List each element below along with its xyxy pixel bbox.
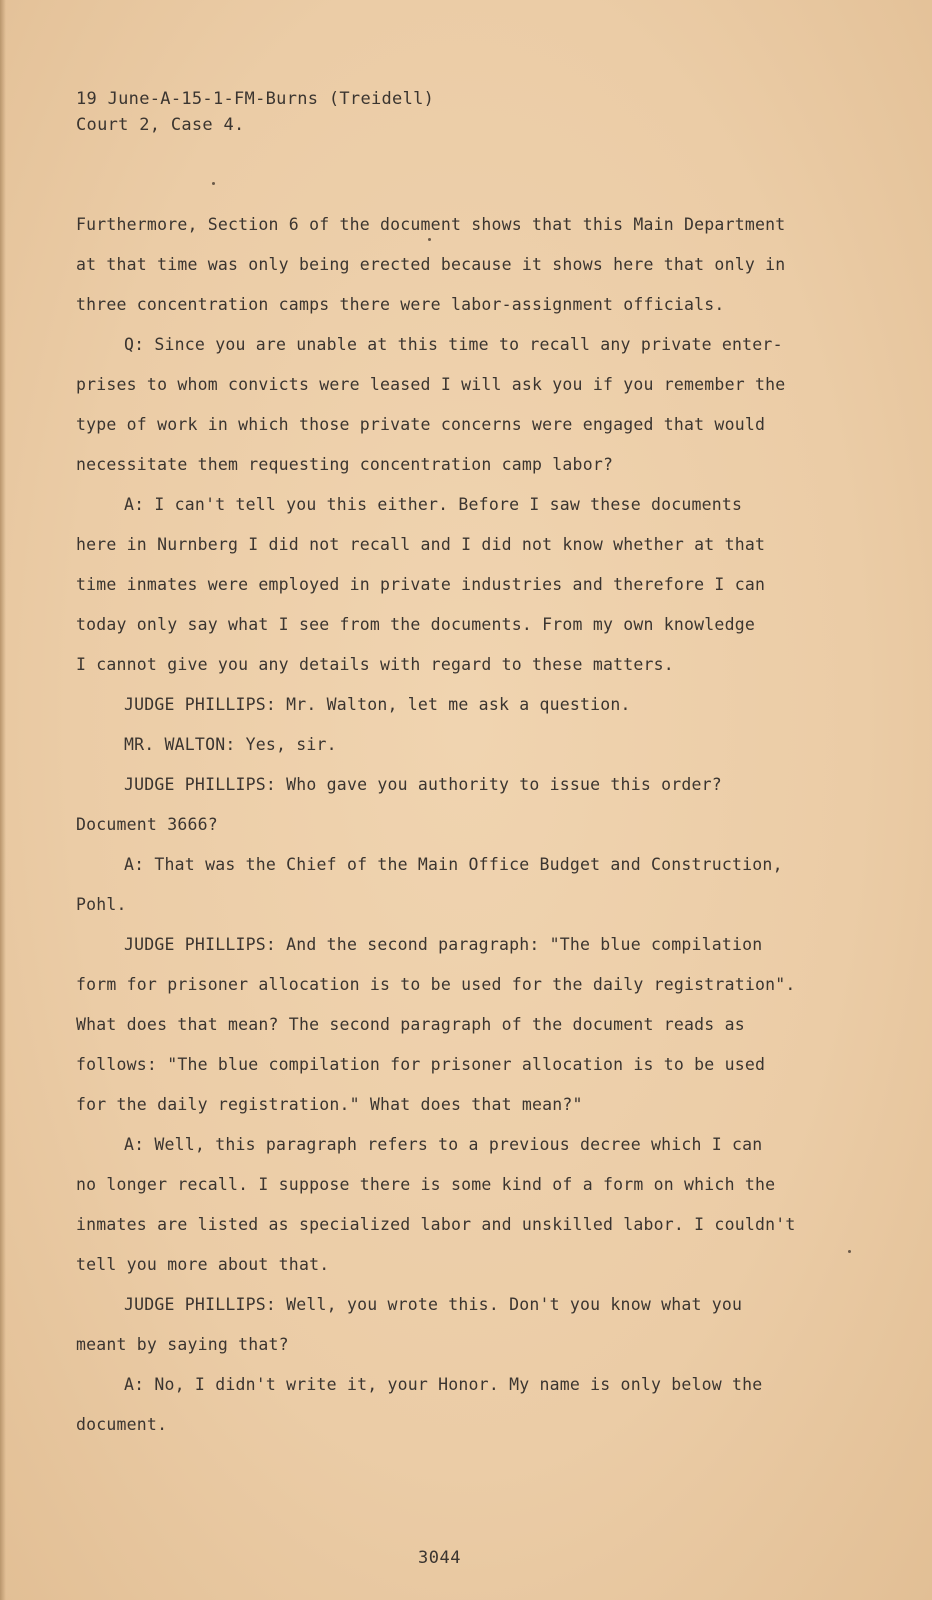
transcript-line: I cannot give you any details with regard to these matters. bbox=[76, 655, 674, 674]
transcript-line: JUDGE PHILLIPS: And the second paragraph: "The blue compilation bbox=[124, 935, 763, 954]
transcript-line: type of work in which those private concerns were engaged that would bbox=[76, 415, 766, 434]
transcript-line: for the daily registration." What does that mean?" bbox=[76, 1095, 583, 1114]
transcript-body bbox=[76, 205, 906, 1445]
transcript-line: Furthermore, Section 6 of the document shows that this Main Department bbox=[76, 215, 786, 234]
transcript-line: inmates are listed as specialized labor and unskilled labor. I couldn't bbox=[76, 1215, 796, 1234]
ink-speck bbox=[848, 1250, 851, 1253]
transcript-line: Pohl. bbox=[76, 895, 127, 914]
transcript-line: A: No, I didn't write it, your Honor. My name is only below the bbox=[124, 1375, 763, 1394]
transcript-line: three concentration camps there were labor-assignment officials. bbox=[76, 295, 725, 314]
page-edge-shadow bbox=[0, 0, 6, 1600]
transcript-line: tell you more about that. bbox=[76, 1255, 330, 1274]
transcript-line: today only say what I see from the documents. From my own knowledge bbox=[76, 615, 755, 634]
transcript-line: JUDGE PHILLIPS: Well, you wrote this. Don't you know what you bbox=[124, 1295, 743, 1314]
transcript-line: A: That was the Chief of the Main Office Budget and Construction, bbox=[124, 855, 783, 874]
transcript-line: Document 3666? bbox=[76, 815, 218, 834]
transcript-line: follows: "The blue compilation for prisoner allocation is to be used bbox=[76, 1055, 766, 1074]
page-number: 3044 bbox=[418, 1548, 461, 1568]
transcript-line: no longer recall. I suppose there is some kind of a form on which the bbox=[76, 1175, 776, 1194]
transcript-line: at that time was only being erected because it shows here that only in bbox=[76, 255, 786, 274]
transcript-line: MR. WALTON: Yes, sir. bbox=[124, 735, 337, 754]
transcript-line: What does that mean? The second paragraph of the document reads as bbox=[76, 1015, 745, 1034]
transcript-line: necessitate them requesting concentration camp labor? bbox=[76, 455, 614, 474]
transcript-line: JUDGE PHILLIPS: Mr. Walton, let me ask a question. bbox=[124, 695, 631, 714]
transcript-line: form for prisoner allocation is to be used for the daily registration". bbox=[76, 975, 796, 994]
transcript-line: time inmates were employed in private industries and therefore I can bbox=[76, 575, 766, 594]
header-court-line: Court 2, Case 4. bbox=[76, 115, 245, 135]
transcript-line: A: Well, this paragraph refers to a previous decree which I can bbox=[124, 1135, 763, 1154]
transcript-line: prises to whom convicts were leased I will ask you if you remember the bbox=[76, 375, 786, 394]
transcript-line: JUDGE PHILLIPS: Who gave you authority to issue this order? bbox=[124, 775, 722, 794]
ink-speck bbox=[212, 182, 215, 185]
transcript-line: here in Nurnberg I did not recall and I did not know whether at that bbox=[76, 535, 766, 554]
transcript-line: A: I can't tell you this either. Before I saw these documents bbox=[124, 495, 743, 514]
transcript-line: document. bbox=[76, 1415, 168, 1434]
header-session-line: 19 June-A-15-1-FM-Burns (Treidell) bbox=[76, 89, 435, 109]
transcript-header bbox=[76, 86, 434, 138]
transcript-line: meant by saying that? bbox=[76, 1335, 289, 1354]
ink-speck bbox=[428, 238, 431, 241]
transcript-line: Q: Since you are unable at this time to recall any private enter- bbox=[124, 335, 783, 354]
